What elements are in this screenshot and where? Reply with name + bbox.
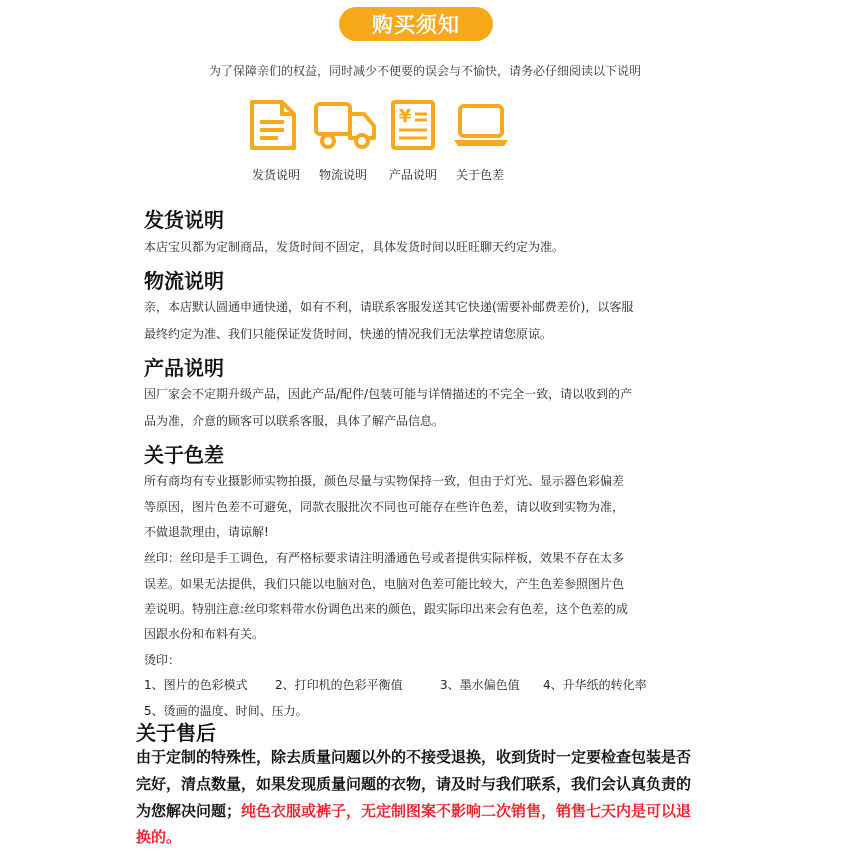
color-line: 丝印：丝印是手工调色，有严格标要求请注明潘通色号或者提供实际样板，效果不存在太多 <box>144 551 625 565</box>
color-line: 所有商均有专业摄影师实物拍摄，颜色尽量与实物保持一致，但由于灯光、显示器色彩偏差 <box>144 474 625 488</box>
heading-logistics: 物流说明 <box>144 269 224 293</box>
purchase-notice-banner <box>339 7 493 41</box>
subtitle: 为了保障亲们的权益，同时减少不便要的误会与不愉快，请务必仔细阅读以下说明 <box>208 64 641 78</box>
truck-icon <box>314 100 376 150</box>
after-sales-text: 为您解决问题； <box>136 802 242 820</box>
color-line: 误差。如果无法提供，我们只能以电脑对色，电脑对色差可能比较大，产生色差参照图片色 <box>144 577 625 591</box>
icon-label-logistics: 物流说明 <box>318 168 367 182</box>
heading-product: 产品说明 <box>144 356 224 380</box>
color-line: 等原因，图片色差不可避免，同款衣服批次不同也可能存在些许色差，请以收到实物为准， <box>144 500 625 514</box>
after-sales-line: 完好，清点数量，如果发现质量问题的衣物，请及时与我们联系，我们会认真负责的 <box>136 775 692 793</box>
product-line: 因厂家会不定期升级产品，因此产品/配件/包装可能与详情描述的不完全一致，请以收到的产 <box>144 387 633 401</box>
color-line: 因跟水份和布料有关。 <box>144 627 265 641</box>
receipt-icon <box>390 100 436 150</box>
shipping-line: 本店宝贝都为定制商品，发货时间不固定，具体发货时间以旺旺聊天约定为准。 <box>144 240 565 254</box>
heading-shipping: 发货说明 <box>144 208 224 232</box>
list-item: 5、烫画的温度、时间、压力。 <box>144 704 308 718</box>
color-line: 差说明。特别注意:丝印浆料带水份调色出来的颜色，跟实际印出来会有色差，这个色差的成 <box>144 602 629 616</box>
list-item: 2、打印机的色彩平衡值 <box>275 678 403 692</box>
product-line: 品为准，介意的顾客可以联系客服，具体了解产品信息。 <box>144 414 445 428</box>
color-line: 不做退款理由，请谅解! <box>144 525 269 539</box>
list-item: 3、墨水偏色值 <box>440 678 520 692</box>
heading-after-sales: 关于售后 <box>136 721 216 745</box>
color-line: 烫印： <box>144 653 181 667</box>
after-sales-highlight: 换的。 <box>136 828 182 846</box>
after-sales-line <box>136 800 691 821</box>
list-item: 1、图片的色彩模式 <box>144 678 248 692</box>
icon-label-color: 关于色差 <box>455 168 504 182</box>
list-item: 4、升华纸的转化率 <box>543 678 647 692</box>
heading-color: 关于色差 <box>144 443 224 467</box>
icon-label-shipping: 发货说明 <box>251 168 300 182</box>
icon-label-product: 产品说明 <box>388 168 437 182</box>
svg-text:¥: ¥ <box>398 106 412 127</box>
after-sales-highlight: 纯色衣服或裤子，无定制图案不影响二次销售，销售七天内是可以退 <box>241 802 692 820</box>
laptop-icon <box>452 100 510 150</box>
document-icon <box>248 100 300 150</box>
banner-title: 购买须知 <box>372 13 460 37</box>
after-sales-line: 由于定制的特殊性，除去质量问题以外的不接受退换，收到货时一定要检查包装是否 <box>136 748 692 766</box>
logistics-line: 最终约定为准、我们只能保证发货时间，快递的情况我们无法掌控请您原谅。 <box>144 327 553 341</box>
logistics-line: 亲，本店默认圆通申通快递，如有不利，请联系客服发送其它快递(需要补邮费差价)，以客服 <box>144 300 634 314</box>
